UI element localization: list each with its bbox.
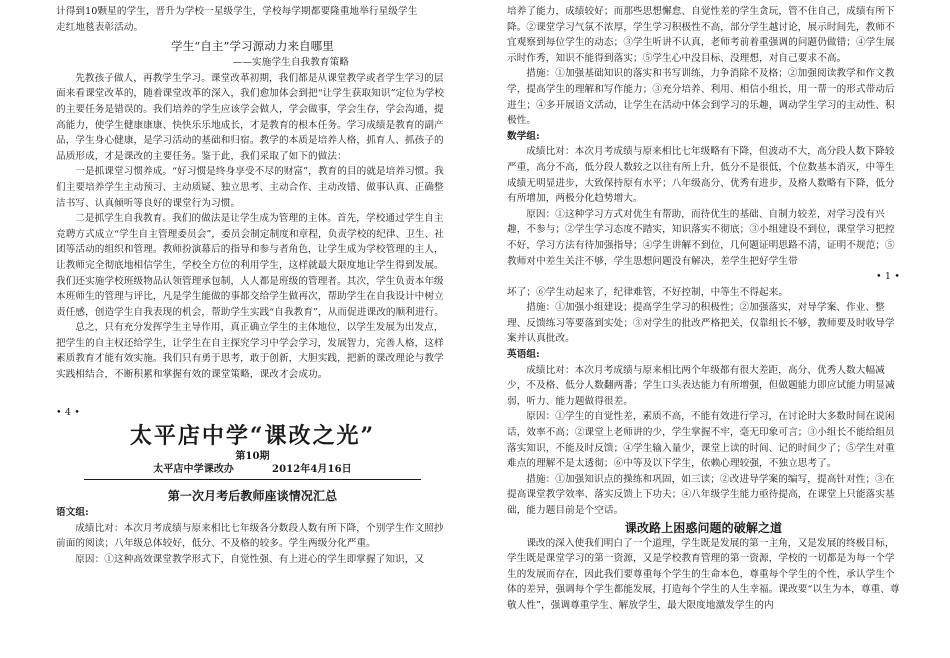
math-group-paragraph: 原因：①这种学习方式对优生有帮助，而待优生的基础、自制力较差，对学习没有兴趣，不参与；②学生学习态度不踏实，知识落实不彻底；③小组建设不到位，课堂学习把控不好，学习方法有待加强指导；④学生讲解不到位，几何题证明思路不清，证明不规范；⑤教师对中差生关注不够，学生思想问题没有解决，差学生把好学生带 bbox=[507, 208, 895, 267]
section-title-meeting: 第一次月考后教师座谈情况汇总 bbox=[167, 489, 338, 504]
math-measures-paragraph: 措施：①加强小组建设；提高学生学习的积极性；②加强落实，对导学案、作业、整理、反馈练习等要落到实处；③对学生的批改严格把关，仅靠组长不够，教师要及时收导学案并认真批改。 bbox=[507, 302, 895, 345]
page-number-right: • 1 • bbox=[875, 271, 900, 283]
issue-date: 2012年4月16日 bbox=[272, 464, 352, 476]
math-group-paragraph: 成绩比对：本次月考成绩与原来相比七年级略有下降，但波动不大，高分段人数下降较严重，高分不高，低分段人数较之以往有所上升，低分不是很低，个位数基本消灭，中等生成绩无明显进步，大致保持原有水平；八年级高分、优秀有进步，及格人数略有下降，低分有所增加，两极分化趋势增大。 bbox=[507, 146, 895, 205]
article-paragraph: 一是抓课堂习惯养成。“好习惯是终身享受不尽的财富”，教育的目的就是培养习惯。我们主要培养学生主动预习、主动质疑、独立思考、主动合作、主动改错、做事认真、正确整洁书写、认真倾听等良好的课堂行为习惯。 bbox=[56, 166, 444, 209]
english-group-paragraph: 原因：①学生的自觉性差，素质不高，不能有效进行学习，在讨论时大多数时间在说闲话，效率不高；②课堂上老师讲的少，学生掌握不牢，毫无印象可言；③小组长不能给组员落实知识，不能及时反馈；④学生输入量少，课堂上读的时间、记的时间少了；⑤学生对重难点的理解不是太透彻；⑥中等及以下学生，依赖心理较强，不独立思考了。 bbox=[507, 411, 895, 470]
left-top-line-1: 计得到10颗星的学生，晋升为学校一星级学生，学校每学期都要隆重地举行星级学生 bbox=[56, 6, 418, 17]
chinese-group-paragraph: 成绩比对：本次月考成绩与原来相比七年级各分数段人数有所下降，个别学生作文照抄前面的阅读；八年级总体较好，低分、不及格的较多。学生两级分化严重。 bbox=[56, 522, 444, 550]
article-byline: ——实施学生自我教育策略 bbox=[232, 57, 349, 69]
group-label-english: 英语组: bbox=[507, 349, 540, 361]
solutions-paragraph: 课改的深入使我们明白了一个道理，学生既是发展的第一主角，又是发展的终极目标，学生既是课堂学习的第一资源，又是学校教育管理的第一资源，学校的一切都是为每一个学生的发展而存在，因此我们要尊重每个学生的生命本色，尊重每个学生的个性，承认学生个体的差异，强调每个学生都能发展，打造每个学生的人生幸福。课改要“以生为本，尊重、尊敬人性”，强调尊重学生、解放学生，最大限度地激发学生的内 bbox=[507, 537, 900, 611]
article-paragraph: 先教孩子做人，再教学生学习。课堂改革初期，我们都是从课堂教学或者学生学习的层面来看课堂改革的，随着课堂改革的深入，我们愈加体会到把“让学生获取知识”定位为学校的主要任务是错误的。我们培养的学生应该学会做人，学会做事，学会生存，学会沟通，提高能力，使学生健康康康、快快乐乐地成长，才是教育的根本任务。学习成绩是教育的副产品，学生身心健康，是学习活动的基础和归宿。教学的本质是培养人格，抓育人、抓孩子的品质形成，才是课改的主要任务。鉴于此，我们采取了如下的做法： bbox=[56, 72, 445, 162]
article-paragraph: 二是抓学生自我教育。我们的做法是让学生成为管理的主体。首先，学校通过学生自主竞聘方式成立“学生自主管理委员会”，委员会制定制度和章程，负责学校的纪律、卫生、社团等活动的组织和管理。教师扮演幕后的指导和参与者角色，让学生成为学校管理的主人，让教师完全彻底地相信学生，学校全方位的利用学生，这样就最大限度地让学生得到发展。我们还实施学校班级物品认领管理承包制，人人都是班级的管理者。其次，学生负责本年级本班师生的管理与评比，凡是学生能做的事都交给学生做再次，帮助学生在自我设计中树立责任感，创造学生自我表现的机会，帮助学生实践“自我教育”，从而促进课改的顺利进行。 bbox=[56, 213, 445, 318]
article-paragraph: 总之，只有充分发挥学生主导作用，真正确立学生的主体地位，以学生发展为出发点，把学生的自主权还给学生，让学生在自主探究学习中学会学习，发展智力，完善人格，这样素质教育才能有效实施。我们只有勇于思考，敢于创新，大胆实践，把新的课改理论与教学实践相结合，不断积累和掌握有效的课堂策略，课改才会成功。 bbox=[56, 322, 444, 381]
article-title: 学生“自主”学习源动力来自哪里 bbox=[171, 39, 334, 54]
chinese-group-paragraph: 原因：①这种高效课堂教学形式下，自觉性强、有上进心的学生即掌握了知识，又 bbox=[75, 554, 425, 566]
issue-number: 第10期 bbox=[235, 451, 270, 463]
group-label-math: 数学组: bbox=[507, 130, 540, 142]
continued-paragraph: 坏了；⑥学生动起来了，纪律难管，不好控制，中等生不得起来。 bbox=[507, 286, 789, 298]
section-title-solutions: 课改路上困惑问题的破解之道 bbox=[624, 520, 783, 535]
chinese-measures-paragraph: 措施：①加强基础知识的落实和书写训练，力争消除不及格；②加强阅读教学和作文教学，提高学生的理解和写作能力；③充分培养、利用、相信小组长，用一帮一的形式带动后进生；④多开展语文活动，让学生在活动中体会到学习的乐趣，调动学生学习的主动性、积极性。 bbox=[507, 68, 895, 127]
newsletter-masthead: 太平店中学“课改之光” bbox=[129, 423, 376, 450]
left-column bbox=[56, 0, 449, 568]
right-column bbox=[507, 0, 900, 614]
page-number-left: • 4 • bbox=[56, 406, 81, 418]
issue-info-line bbox=[84, 463, 421, 480]
english-group-paragraph: 成绩比对：本次月考成绩与原来相比两个年级都有很大差距，高分、优秀人数大幅减少，不及格、低分人数翻两番；学生口头表达能力有所增强，但做题能力即应试能力明显减弱，听力、能力题做得很差。 bbox=[507, 364, 895, 407]
issuer: 太平店中学课改办 bbox=[153, 464, 235, 476]
left-top-line-2: 走红地毯表彰活动。 bbox=[56, 21, 144, 33]
english-group-paragraph: 措施：①加强知识点的操练和巩固，如三读；②改进导学案的编写，提高针对性；③在提高课堂教学效率、落实反馈上下功夫；④八年级学生能力亟待提高，在课堂上只能落实基础，能力题目前是个空话。 bbox=[507, 473, 895, 516]
continued-paragraph: 培养了能力，成绩较好；而那些思想懈怠、自觉性差的学生贪玩，管不住自己，成绩有所下降。②课堂学习气氛不浓厚，学生学习积极性不高，部分学生越讨论，展示时间先，教师不宜观察到每位学生的动态；③学生听讲不认真，老师考前着重强调的问题仍做错；④学生展示时作秀，知识不能得到落实；⑤学生心中没目标、没理想，对自己要求不高。 bbox=[507, 6, 895, 64]
group-label-chinese: 语文组: bbox=[56, 507, 89, 519]
